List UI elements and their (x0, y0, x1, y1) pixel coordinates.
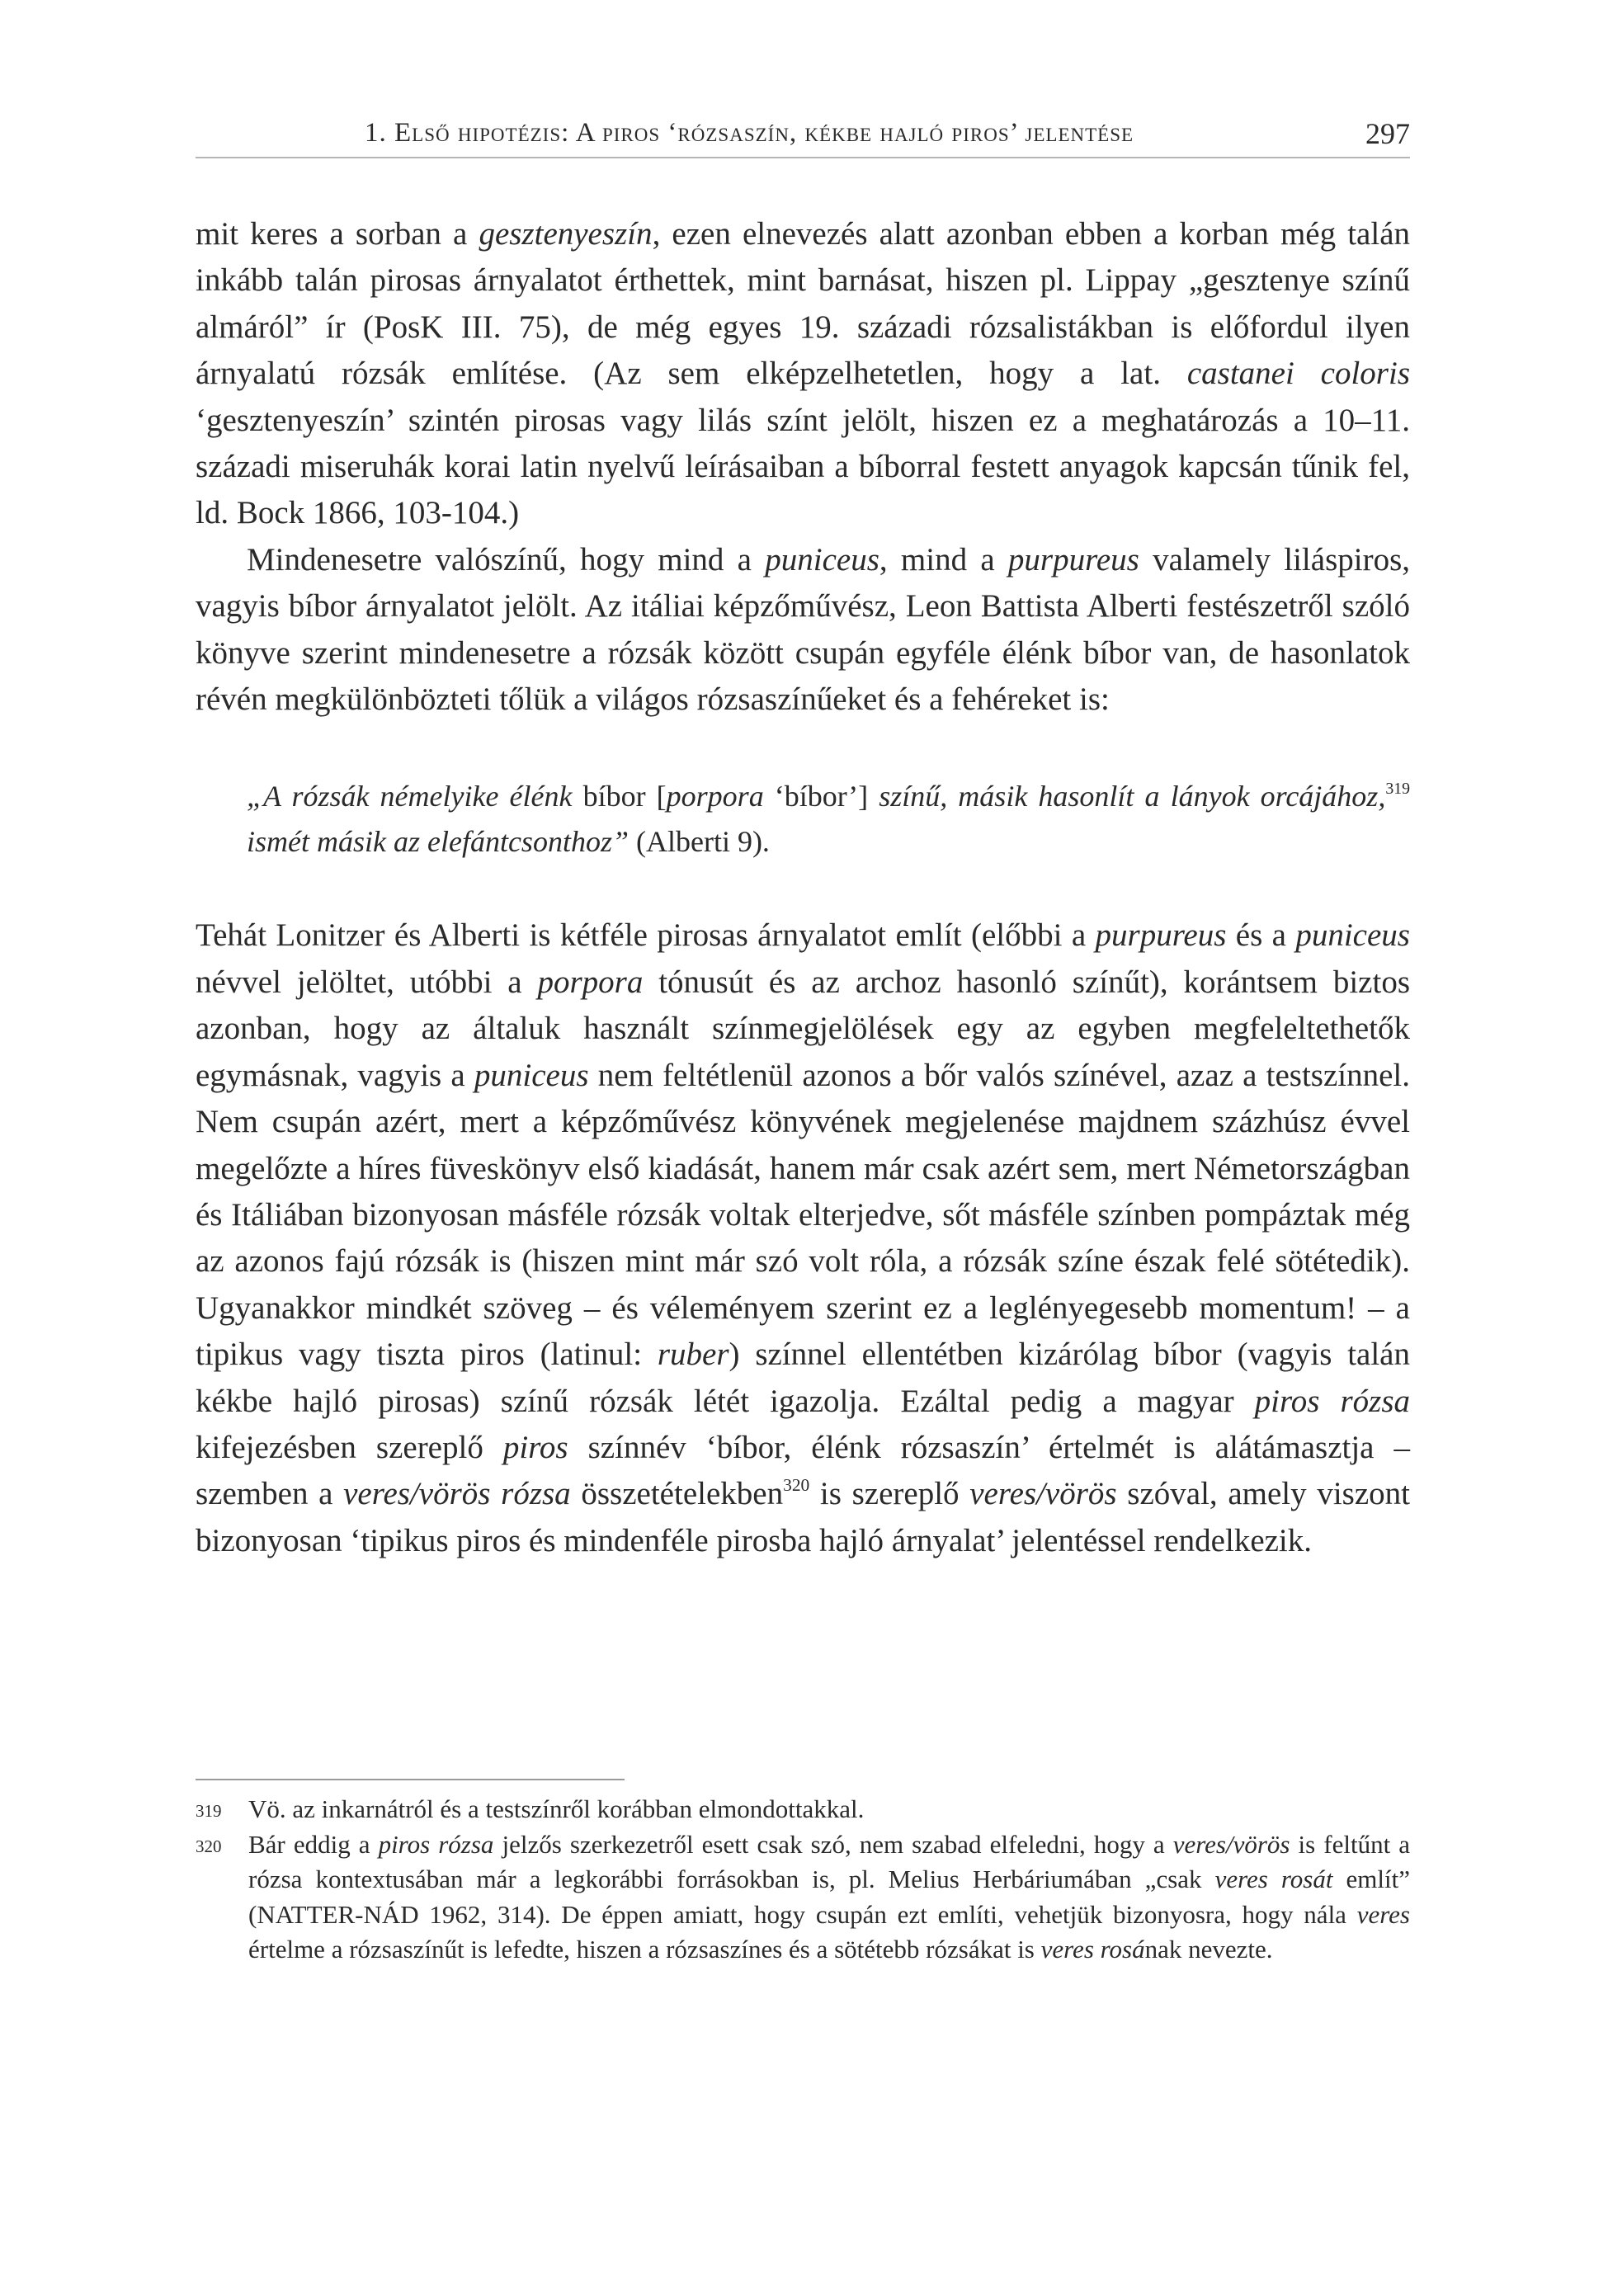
block-quote: „A rózsák némelyike élénk bíbor [porpora ‘bíbor’] színű, másik hasonlít a lányok orcájához,$^{319}$ ismét másik az elefántcsonthoz” (Alberti 9). (247, 780, 1410, 859)
footnote-number: 320 (196, 1836, 222, 1856)
running-head (196, 111, 1410, 158)
footnote (196, 1827, 1410, 1968)
footnote-text: Bár eddig a piros rózsa jelzős szerkezetről esett csak szó, nem szabad elfeledni, hogy a veres/vörös is feltűnt a rózsa kontextusában már a legkorábbi forrásokban is, pl. Melius Herbáriumában „csak veres rosát említ” (NATTER-NÁD 1962, 314). De éppen amiatt, hogy csupán ezt említi, vehetjük bizonyosra, hogy nála veres értelme a rózsaszínűt is lefedte, hiszen a rózsaszínes és a sötétebb rózsákat is veres rosának nevezte. (248, 1829, 1410, 1964)
paragraph: mit keres a sorban a gesztenyeszín, ezen elnevezés alatt azonban ebben a korban még talán inkább talán pirosas árnyalatot érthettek, mint barnásat, hiszen pl. Lippay „gesztenye színű almáról” ír (PosK III. 75), de még egyes 19. századi rózsalistákban is előfordul ilyen árnyalatú rózsák említése. (Az sem elképzelhetetlen, hogy a lat. castanei coloris ‘gesztenyeszín’ szintén pirosas vagy lilás színt jelölt, hiszen ez a meghatározás a 10–11. századi miseruhák korai latin nyelvű leírásaiban a bíborral festett anyagok kapcsán tűnik fel, ld. Bock 1866, 103-104.) (196, 216, 1411, 531)
footnotes (196, 1792, 1410, 1968)
footnote (196, 1792, 1410, 1827)
running-head-title: 1. Első hipotézis: A piros ‘rózsaszín, kékbe hajló piros’ jelentése (365, 118, 1134, 148)
page-number: 297 (1365, 117, 1410, 150)
main-text (196, 211, 1410, 1564)
paragraph: Tehát Lonitzer és Alberti is kétféle pirosas árnyalatot említ (előbbi a purpureus és a puniceus névvel jelöltet, utóbbi a porpora tónusút és az archoz hasonló színűt), korántsem biztos azonban, hogy az általuk használt színmegjelölések egy az egyben megfeleltethetők egymásnak, vagyis a puniceus nem feltétlenül azonos a bőr valós színével, azaz a testszínnel. Nem csupán azért, mert a képzőművész könyvének megjelenése majdnem százhúsz évvel megelőzte a híres füveskönyv első kiadását, hanem már csak azért sem, mert Németországban és Itáliában bizonyosan másféle rózsák voltak elterjedve, sőt másféle színben pompáztak még az azonos fajú rózsák is (hiszen mint már szó volt róla, a rózsák színe észak felé sötétedik). Ugyanakkor mindkét szöveg – és véleményem szerint ez a leglényegesebb momentum! – a tipikus vagy tiszta piros (latinul: ruber) színnel ellentétben kizárólag bíbor (vagyis talán kékbe hajló pirosas) színű rózsák létét igazolja. Ezáltal pedig a magyar piros rózsa kifejezésben szereplő piros színnév ‘bíbor, élénk rózsaszín’ értelmét is alátámasztja – szemben a veres/vörös rózsa összetételekben$^{320}$ is szereplő veres/vörös szóval, amely viszont bizonyosan ‘tipikus piros és mindenféle pirosba hajló árnyalat’ jelentéssel rendelkezik. (196, 917, 1410, 1558)
paragraph: Mindenesetre valószínű, hogy mind a puniceus, mind a purpureus valamely liláspiros, vagyis bíbor árnyalatot jelölt. Az itáliai képzőművész, Leon Battista Alberti festészetről szóló könyve szerint mindenesetre a rózsák között csupán egyféle élénk bíbor van, de hasonlatok révén megkülönbözteti tőlük a világos rózsaszínűeket és a fehéreket is: (196, 541, 1411, 718)
header-rule (196, 157, 1410, 158)
footnote-number: 319 (196, 1801, 222, 1821)
footnote-rule (196, 1779, 625, 1780)
footnote-text: Vö. az inkarnátról és a testszínről korábban elmondottakkal. (248, 1794, 865, 1823)
